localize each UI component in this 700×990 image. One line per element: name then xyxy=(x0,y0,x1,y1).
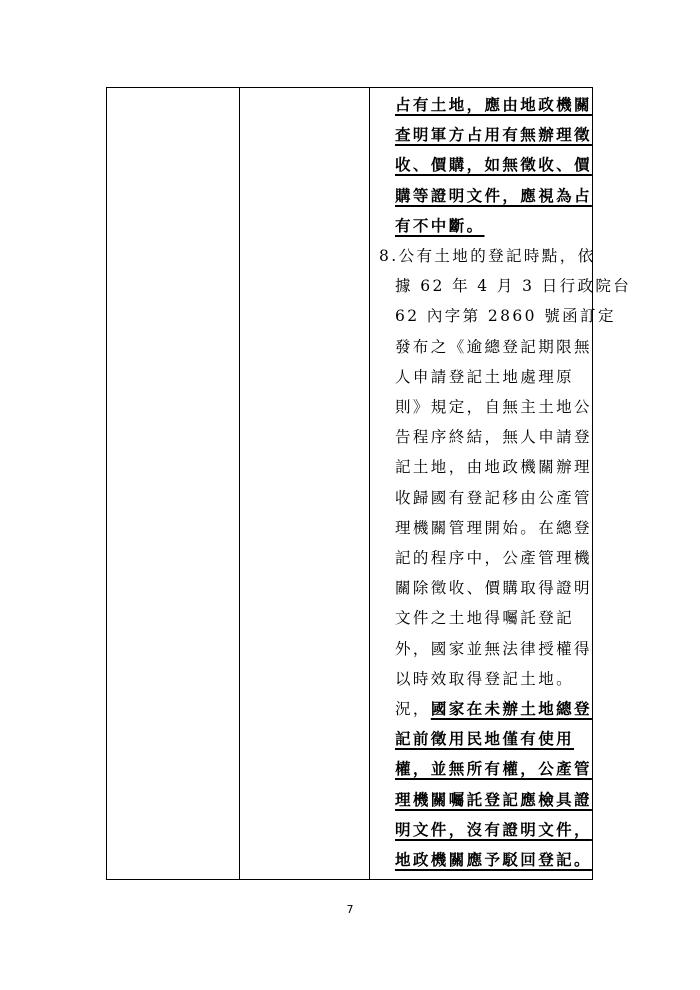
text-line-content: 62 內字第 2860 號函訂定 xyxy=(395,307,616,326)
column-divider-2 xyxy=(369,88,370,879)
text-line-content: 告程序終結，無人申請登 xyxy=(395,428,592,447)
text-line-content: 明文件，沒有證明文件， xyxy=(395,819,592,839)
text-line xyxy=(395,185,592,215)
text-line xyxy=(395,607,574,637)
text-line-content: 占有土地，應由地政機關 xyxy=(395,95,592,114)
text-line xyxy=(395,396,592,426)
column-divider-1 xyxy=(239,88,240,879)
text-line xyxy=(395,305,616,335)
text-line xyxy=(395,728,574,758)
page-number: 7 xyxy=(346,903,354,916)
text-line-content: 查明軍方占用有無辦理徵 xyxy=(395,125,592,145)
text-line xyxy=(395,517,592,547)
text-line xyxy=(395,547,592,577)
text-line xyxy=(395,456,592,486)
text-line xyxy=(395,638,592,668)
text-line-content: 則》規定，自無主土地公 xyxy=(395,398,592,416)
text-line-content: 權，並無所有權，公產管 xyxy=(395,759,592,779)
text-line-content: 有不中斷。 xyxy=(395,215,485,235)
text-line-content: 人申請登記土地處理原 xyxy=(395,367,575,386)
text-line-content: 地政機關應予駁回登記。 xyxy=(395,850,592,869)
text-line xyxy=(395,758,592,788)
text-line-content: 收歸國有登記移由公產管 xyxy=(395,488,592,507)
text-line-content: 記的程序中，公產管理機 xyxy=(395,549,592,567)
content-table xyxy=(106,87,632,880)
text-line-content: 外，國家並無法律授權得 xyxy=(395,639,592,658)
text-line xyxy=(395,275,631,305)
text-line-content: 8.公有土地的登記時點，依 xyxy=(379,247,596,265)
text-line-content: 發布之《逾總登記期限無 xyxy=(395,337,592,356)
text-line-content: 文件之土地得囑託登記 xyxy=(395,609,575,628)
text-line xyxy=(395,577,592,607)
text-line xyxy=(395,336,592,366)
text-line xyxy=(395,668,574,698)
text-line-content: 關除徵收、價購取得證明 xyxy=(395,579,592,598)
text-line xyxy=(395,426,592,456)
text-line xyxy=(395,789,592,819)
text-line-content: 國家在未辦土地總登 xyxy=(430,699,592,718)
text-line xyxy=(395,819,592,849)
text-line xyxy=(395,366,574,396)
text-line xyxy=(395,849,592,879)
table-cell-explanation xyxy=(371,88,632,879)
text-line-content: 據 62 年 4 月 3 日行政院台 xyxy=(395,277,632,296)
text-line xyxy=(395,215,485,245)
text-line-content: 理機關管理開始。在總登 xyxy=(395,518,592,537)
text-line xyxy=(395,94,592,124)
text-line xyxy=(395,124,592,154)
text-line xyxy=(379,245,596,275)
text-line-content: 記前徵用民地僅有使用 xyxy=(395,729,575,749)
text-line-content: 收、價購，如無徵收、價 xyxy=(395,155,592,175)
text-line-content: 理機關囑託登記應檢具證 xyxy=(395,789,592,809)
text-line-content: 記土地，由地政機關辦理 xyxy=(395,458,592,477)
text-line xyxy=(395,698,592,728)
text-line-content: 購等證明文件，應視為占 xyxy=(395,185,592,205)
text-line xyxy=(395,154,592,184)
text-line-content: 以時效取得登記土地。 xyxy=(395,669,575,688)
text-line xyxy=(395,487,592,517)
text-line-prefix: 況， xyxy=(395,700,431,718)
